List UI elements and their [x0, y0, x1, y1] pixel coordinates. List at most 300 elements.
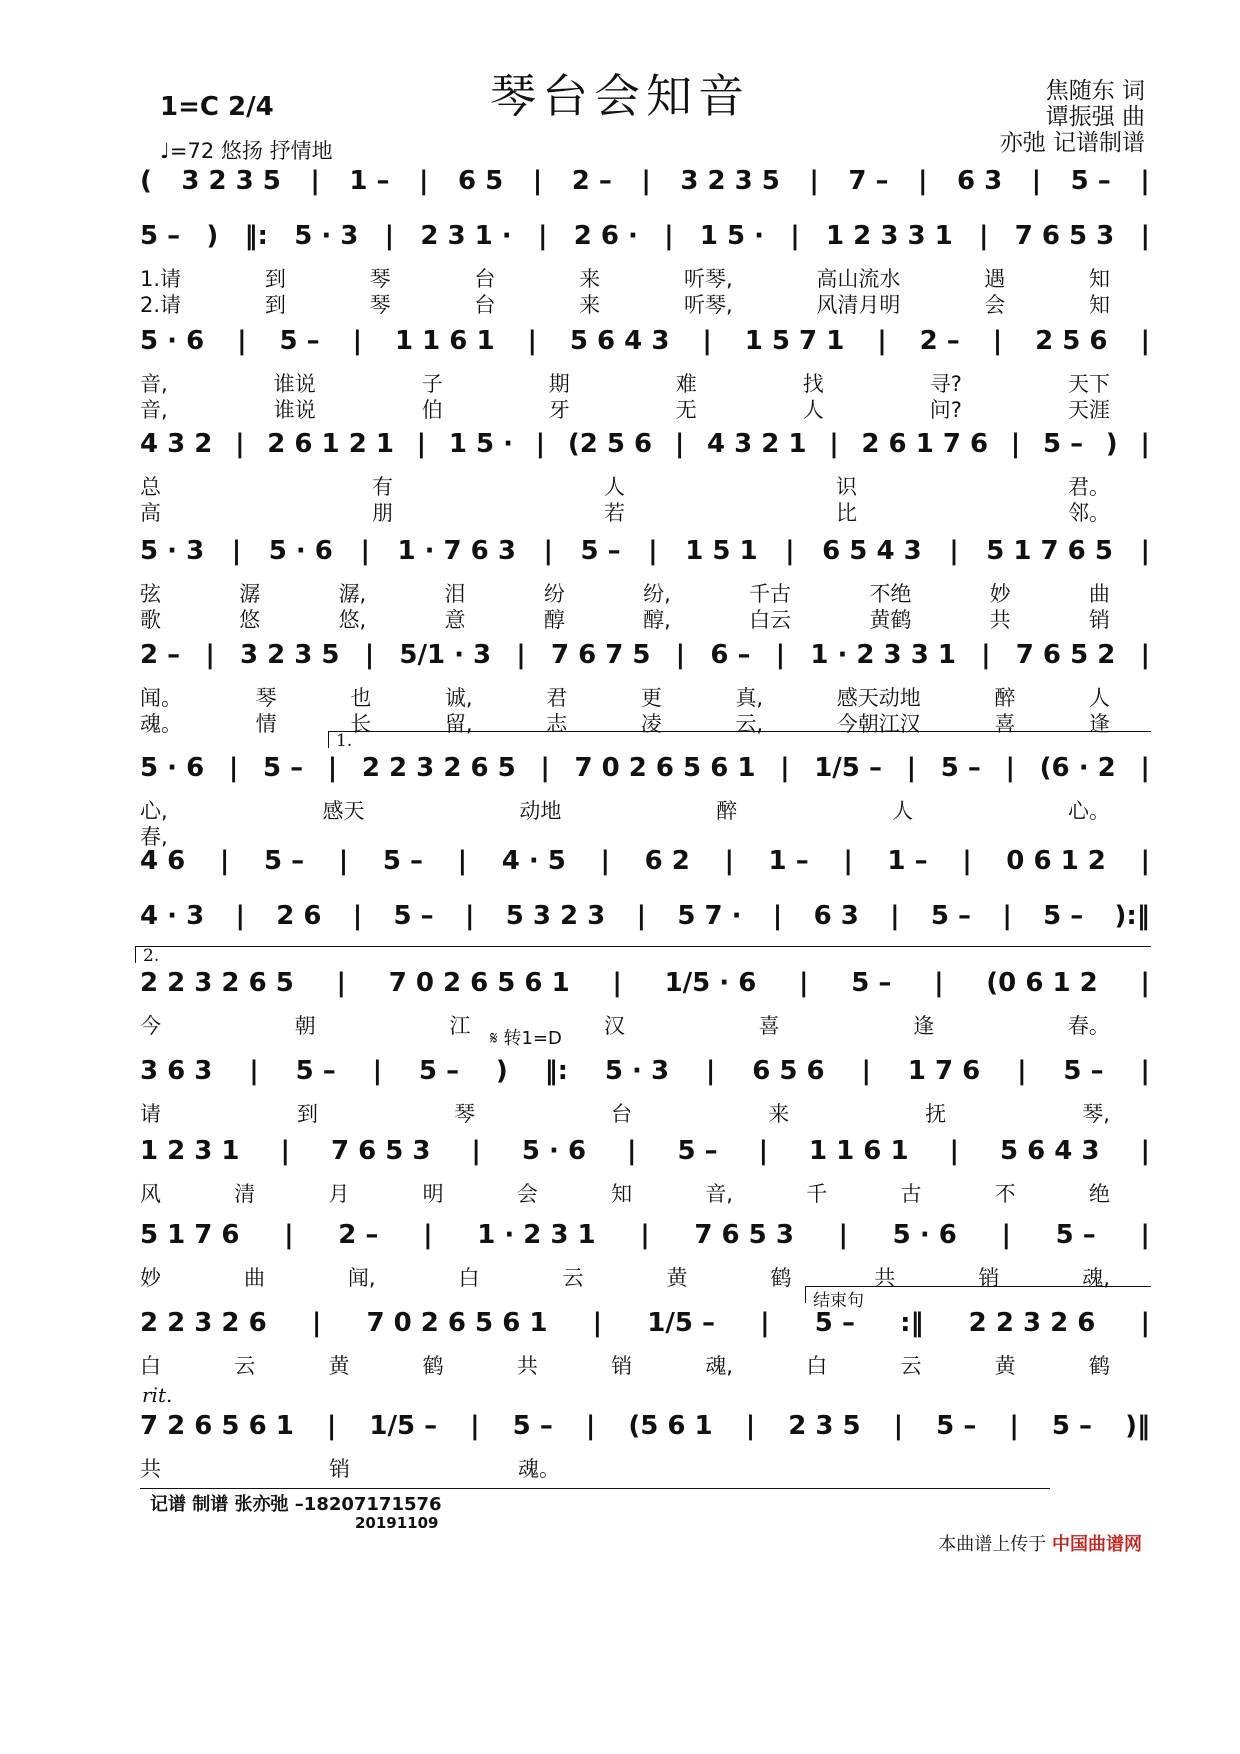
lyric-word: 牙	[548, 398, 570, 422]
lyric-word: 心。	[1067, 799, 1110, 823]
note-group: 1 1 6 1	[395, 326, 495, 356]
lyric-word: 黄	[666, 1266, 688, 1290]
lyric-word: 到	[264, 293, 286, 317]
lyric-word: 会	[984, 293, 1006, 317]
volta-label: 2.	[143, 946, 160, 966]
note-group: 1/5 · 6	[664, 968, 757, 998]
note-group: 5 –	[393, 901, 434, 931]
note-group: )	[495, 1056, 508, 1086]
lyric-word: 来	[768, 1102, 790, 1126]
lyric-word: 感天	[322, 799, 365, 823]
barline: |	[1140, 968, 1150, 998]
barline: |	[235, 429, 245, 459]
barline: |	[1010, 429, 1021, 459]
note-group: 6 2	[644, 846, 690, 876]
note-group: 5 –	[1070, 166, 1111, 196]
barline: |	[612, 968, 622, 998]
lyric-word: 长	[350, 712, 372, 736]
note-group: 5 6 4 3	[999, 1136, 1100, 1166]
barline: |	[877, 326, 887, 356]
note-group: 0 6 1 2	[1006, 846, 1106, 876]
lyric-word: 若	[604, 501, 625, 525]
barline: |	[235, 901, 245, 931]
lyric-word: 共	[874, 1266, 896, 1290]
lyric-word: 问?	[929, 398, 962, 422]
lyric-word: 魂,	[705, 1354, 733, 1378]
lyric-word: 黄鹤	[869, 608, 912, 632]
lyric-word: 凌	[640, 712, 662, 736]
lyric-line	[140, 396, 1150, 422]
barline: |	[664, 221, 674, 251]
barline: |	[674, 429, 685, 459]
note-group: 5 1 7 6	[140, 1220, 240, 1250]
note-group: 2 6 1 2 1	[267, 429, 394, 459]
barline: |	[284, 1220, 294, 1250]
barline: |	[1140, 536, 1150, 566]
barline: |	[1140, 846, 1150, 876]
lyric-word: 君	[546, 686, 568, 710]
lyric-word: 鹤	[1088, 1354, 1110, 1378]
barline: |	[648, 536, 658, 566]
lyric-word: 纷,	[643, 582, 671, 606]
barline: |	[705, 1056, 716, 1086]
lyric-word: 知	[1088, 293, 1110, 317]
composer-credit: 谭振强 曲	[1045, 104, 1145, 130]
volta-label: 1.	[336, 731, 353, 751]
barline: |	[1031, 166, 1042, 196]
lyric-word: 天下	[1067, 372, 1110, 396]
note-row	[140, 745, 1150, 791]
lyric-line	[140, 265, 1150, 291]
lyric-line	[140, 370, 1150, 396]
key-signature: 1=C 2/4	[160, 92, 274, 122]
barline: |	[949, 1136, 959, 1166]
lyric-word: 白	[806, 1354, 828, 1378]
note-group: 5 –	[512, 1411, 553, 1441]
lyric-word: 遇	[984, 267, 1006, 291]
note-group: 5 3 2 3	[505, 901, 606, 931]
lyric-word: 喜	[994, 712, 1016, 736]
note-group: 5 –	[295, 1056, 336, 1086]
lyric-word: 会	[516, 1182, 538, 1206]
note-group: 4 3 2 1	[707, 429, 807, 459]
barline: |	[543, 536, 553, 566]
lyric-word: 伯	[421, 398, 443, 422]
barline: |	[364, 640, 375, 670]
note-group: 1 –	[768, 846, 809, 876]
barline: |	[1140, 166, 1150, 196]
lyric-line	[140, 1100, 1150, 1126]
barline: |	[537, 221, 548, 251]
lyric-word: 清	[234, 1182, 256, 1206]
lyric-word: 明	[422, 1182, 444, 1206]
lyric-line	[140, 606, 1150, 632]
lyric-word: 古	[900, 1182, 922, 1206]
note-group: (2 5 6	[567, 429, 653, 459]
lyric-word: 销	[329, 1457, 350, 1481]
barline: |	[745, 1411, 756, 1441]
lyric-word: 寻?	[929, 372, 962, 396]
lyric-word: 今朝江汉	[836, 712, 921, 736]
note-group: )	[1105, 429, 1118, 459]
note-group: (5 6 1	[628, 1411, 713, 1441]
barline: |	[790, 221, 800, 251]
note-group: 2 –	[919, 326, 960, 356]
lyric-word: 谁说	[273, 372, 316, 396]
note-group: 5 · 6	[892, 1220, 957, 1250]
note-group: 5 –	[1063, 1056, 1104, 1086]
lyric-word: 妙	[140, 1266, 161, 1290]
note-group: 2 6	[276, 901, 322, 931]
note-group: 5 –	[1055, 1220, 1096, 1250]
lyric-word: 醇	[543, 608, 565, 632]
lyric-word: 情	[255, 712, 277, 736]
lyric-word: 汉	[603, 1014, 625, 1038]
lyric-word: 识	[836, 475, 857, 499]
barline: |	[516, 640, 526, 670]
note-group: 5 –	[262, 753, 304, 783]
barline: |	[1140, 1056, 1150, 1086]
note-group: 1 · 7 6 3	[397, 536, 516, 566]
lyric-word: 潺,	[338, 582, 367, 606]
note-row	[140, 421, 1150, 467]
lyric-word: 泪	[444, 582, 466, 606]
lyric-word: 台	[474, 267, 496, 291]
note-group: 5 –	[930, 901, 972, 931]
barline: |	[419, 166, 429, 196]
watermark-site: 中国曲谱网	[1052, 1534, 1142, 1555]
score-marker: rit.	[142, 1383, 173, 1407]
barline: |	[352, 326, 363, 356]
barline: |	[760, 1308, 770, 1338]
lyric-word: 感天动地	[836, 686, 921, 710]
barline: |	[1017, 1056, 1027, 1086]
note-group: 5 6 4 3	[569, 326, 670, 356]
lyric-word: 知	[611, 1182, 633, 1206]
barline: |	[372, 1056, 383, 1086]
note-group: 4 6	[140, 846, 186, 876]
barline: |	[585, 1411, 596, 1441]
note-group: 5 –	[140, 221, 181, 251]
barline: |	[641, 166, 651, 196]
lyric-word: 高山流水	[816, 267, 901, 291]
note-group: 7 –	[848, 166, 889, 196]
note-group: 7 0 2 6 5 6 1	[574, 753, 756, 783]
barline: |	[809, 166, 819, 196]
lyric-line	[140, 291, 1150, 317]
lyric-word: 比	[836, 501, 857, 525]
footer-divider	[140, 1488, 1050, 1489]
note-row	[140, 1403, 1150, 1449]
lyric-word: 黄	[994, 1354, 1016, 1378]
barline: |	[280, 1136, 290, 1166]
lyric-word: 更	[640, 686, 662, 710]
lyric-line	[140, 1455, 1150, 1481]
barline: |	[205, 640, 215, 670]
note-group: 7 6 7 5	[550, 640, 651, 670]
lyric-word: 意	[444, 608, 466, 632]
footer-date: 20191109	[355, 1514, 439, 1532]
barline: |	[702, 326, 712, 356]
lyric-word: 人	[604, 475, 625, 499]
lyric-word: 人	[1089, 686, 1110, 710]
lyric-word: 也	[350, 686, 372, 710]
lyric-word: 白	[458, 1266, 480, 1290]
score-system	[140, 421, 1150, 531]
barline: |	[917, 166, 928, 196]
lyric-word: 云	[562, 1266, 584, 1290]
note-group: 1 5 ·	[448, 429, 513, 459]
note-group: 3 2 3 5	[680, 166, 780, 196]
barline: |	[310, 166, 320, 196]
note-group: 1 1 6 1	[809, 1136, 909, 1166]
lyric-word: 音,	[705, 1182, 733, 1206]
note-group: 2 5 6	[1035, 326, 1108, 356]
note-group: 5 –	[382, 846, 423, 876]
lyric-word: 到	[297, 1102, 319, 1126]
score-system	[140, 318, 1150, 428]
barline: |	[219, 846, 230, 876]
note-group: 5 –	[580, 536, 621, 566]
score-system	[140, 1291, 1150, 1410]
lyric-word: 销	[1088, 608, 1110, 632]
lyric-word: 云	[234, 1354, 256, 1378]
lyric-word: 今	[140, 1014, 161, 1038]
note-row	[140, 1048, 1150, 1094]
barline: ‖:	[544, 1056, 569, 1086]
barline: |	[464, 901, 475, 931]
lyric-line	[140, 797, 1150, 823]
lyric-word: 弦	[140, 582, 161, 606]
note-row	[140, 1128, 1150, 1174]
barline: |	[962, 846, 972, 876]
lyric-word: 闻,	[347, 1266, 376, 1290]
note-group: 5 · 6	[521, 1136, 587, 1166]
lyric-word: 期	[548, 372, 570, 396]
tempo-marking: ♩=72 悠扬 抒情地	[160, 139, 333, 163]
lyric-word: 诚,	[444, 686, 473, 710]
barline: |	[360, 536, 370, 566]
barline: |	[1002, 901, 1012, 931]
note-group: 4 · 3	[140, 901, 205, 931]
volta-bracket	[328, 731, 1151, 748]
barline: |	[470, 1411, 480, 1441]
barline: |	[785, 536, 795, 566]
lyric-word: 醇,	[643, 608, 671, 632]
lyric-line	[140, 684, 1150, 710]
barline: |	[471, 1136, 481, 1166]
lyric-line	[140, 473, 1150, 499]
lyric-word: 动地	[519, 799, 562, 823]
note-group: 2 2 3 2 6 5	[361, 753, 516, 783]
lyric-word: 逢	[1089, 712, 1110, 736]
barline: |	[675, 640, 686, 670]
lyric-word: 来	[579, 293, 601, 317]
lyric-word: 魂。	[140, 712, 182, 736]
barline: |	[384, 221, 395, 251]
note-group: 2 6 1 7 6	[861, 429, 989, 459]
note-group: 5 –	[263, 846, 305, 876]
barline: |	[724, 846, 734, 876]
note-group: 5 –	[814, 1308, 855, 1338]
score-system	[140, 213, 1150, 323]
volta-bracket	[135, 946, 1151, 963]
barline: |	[1009, 1411, 1019, 1441]
lyric-word: 心,	[140, 799, 168, 823]
lyric-word: 台	[474, 293, 496, 317]
lyric-word: 风清月明	[816, 293, 901, 317]
note-group: 6 5 4 3	[822, 536, 922, 566]
lyric-word: 2.请	[140, 293, 182, 317]
lyric-line	[140, 1012, 1150, 1038]
barline: |	[326, 1411, 337, 1441]
note-group: 1/5 –	[369, 1411, 438, 1441]
barline: |	[1140, 221, 1150, 251]
note-group: (6 · 2	[1039, 753, 1116, 783]
barline: ):‖	[1114, 901, 1150, 931]
note-group: 3 2 3 5	[181, 166, 281, 196]
lyric-word: 鹤	[770, 1266, 792, 1290]
note-group: 6 5 6	[752, 1056, 825, 1086]
lyric-word: 鹤	[422, 1354, 444, 1378]
lyricist-credit: 焦随东 词	[1045, 78, 1145, 104]
note-group: 5 · 6	[268, 536, 333, 566]
lyric-word: 邻。	[1068, 501, 1110, 525]
barline: |	[592, 1308, 603, 1338]
note-group: 5 –	[936, 1411, 977, 1441]
barline: |	[838, 1220, 849, 1250]
note-group: 6 3	[956, 166, 1003, 196]
lyric-word: 白	[140, 1354, 161, 1378]
lyric-word: 志	[546, 712, 568, 736]
lyric-word: 歌	[140, 608, 161, 632]
lyric-word: 销	[611, 1354, 633, 1378]
note-group: 5 · 3	[140, 536, 205, 566]
lyric-word: 喜	[758, 1014, 780, 1038]
note-group: 5 · 6	[140, 326, 205, 356]
note-group: 5 –	[1051, 1411, 1093, 1441]
note-group: 1 2 3 1	[140, 1136, 240, 1166]
barline: |	[457, 846, 468, 876]
score-system	[140, 632, 1150, 742]
barline: |	[338, 846, 349, 876]
barline: |	[934, 968, 944, 998]
score-system	[140, 528, 1150, 638]
note-group: 5 –	[418, 1056, 460, 1086]
barline: |	[311, 1308, 322, 1338]
note-group: (	[140, 166, 152, 196]
lyric-word: 黄	[328, 1354, 350, 1378]
lyric-line	[140, 580, 1150, 606]
note-row	[140, 528, 1150, 574]
barline: |	[1140, 640, 1150, 670]
note-group: 7 6 5 3	[1014, 221, 1115, 251]
barline: |	[249, 1056, 259, 1086]
barline: |	[780, 753, 790, 783]
barline: |	[627, 1136, 637, 1166]
barline: |	[992, 326, 1003, 356]
barline: |	[799, 968, 809, 998]
lyric-word: 共	[989, 608, 1011, 632]
barline: )‖	[1125, 1411, 1150, 1441]
note-row	[140, 1300, 1150, 1346]
lyric-word: 千古	[749, 582, 792, 606]
barline: |	[636, 901, 647, 931]
lyric-word: 1.请	[140, 267, 182, 291]
note-group: 1 · 2 3 1	[477, 1220, 596, 1250]
watermark-text: 本曲谱上传于	[938, 1534, 1047, 1555]
barline: |	[1001, 1220, 1011, 1250]
barline: |	[890, 901, 900, 931]
note-row	[140, 158, 1150, 204]
lyric-word: 留,	[444, 712, 473, 736]
note-group: 1/5 –	[647, 1308, 715, 1338]
lyric-word: 江	[449, 1014, 471, 1038]
lyric-word: 朋	[372, 501, 393, 525]
lyric-word: 月	[328, 1182, 350, 1206]
lyric-word: 春,	[140, 825, 168, 849]
lyric-word: 抚	[925, 1102, 947, 1126]
lyric-word: 闻。	[140, 686, 182, 710]
barline: |	[1140, 753, 1150, 783]
note-group: 7 6 5 3	[694, 1220, 794, 1250]
note-group: 2 6 ·	[573, 221, 638, 251]
note-group: 6 5	[458, 166, 504, 196]
lyric-word: 曲	[1088, 582, 1110, 606]
lyric-word: 潺	[239, 582, 261, 606]
note-row	[140, 1212, 1150, 1258]
lyric-word: 高	[140, 501, 161, 525]
lyric-word: 到	[264, 267, 286, 291]
barline: |	[772, 901, 783, 931]
note-group: 6 3	[813, 901, 859, 931]
note-group: 2 2 3 2 6	[968, 1308, 1096, 1338]
note-row	[140, 213, 1150, 259]
lyric-word: 共	[140, 1457, 161, 1481]
barline: |	[1005, 753, 1016, 783]
note-group: 2 3 5	[788, 1411, 861, 1441]
lyric-word: 听琴,	[683, 267, 733, 291]
lyric-line	[140, 1352, 1150, 1378]
lyric-word: 悠,	[338, 608, 367, 632]
transcriber-credit: 亦弛 记谱制谱	[999, 130, 1145, 156]
barline: |	[352, 901, 363, 931]
score-marker: 𝄋 转1=D	[490, 1028, 562, 1049]
watermark	[938, 1530, 1142, 1556]
page-title: 琴台会知音	[490, 69, 750, 123]
barline: |	[423, 1220, 433, 1250]
note-group: 2 –	[338, 1220, 379, 1250]
note-group: 3 2 3 5	[240, 640, 340, 670]
barline: |	[843, 846, 853, 876]
lyric-word: 云,	[735, 712, 764, 736]
note-group: 7 6 5 3	[330, 1136, 431, 1166]
barline: |	[758, 1136, 769, 1166]
barline: |	[600, 846, 610, 876]
lyric-word: 来	[579, 267, 601, 291]
note-group: 5 –	[1042, 429, 1084, 459]
lyric-word: 朝	[294, 1014, 316, 1038]
lyric-word: 魂,	[1082, 1266, 1110, 1290]
lyric-word: 悠	[239, 608, 261, 632]
lyric-word: 琴	[369, 293, 391, 317]
note-group: 1 5 7 1	[744, 326, 845, 356]
barline: |	[228, 753, 239, 783]
note-group: (0 6 1 2	[986, 968, 1098, 998]
lyric-word: 曲	[243, 1266, 265, 1290]
barline: |	[978, 221, 989, 251]
barline: |	[893, 1411, 904, 1441]
